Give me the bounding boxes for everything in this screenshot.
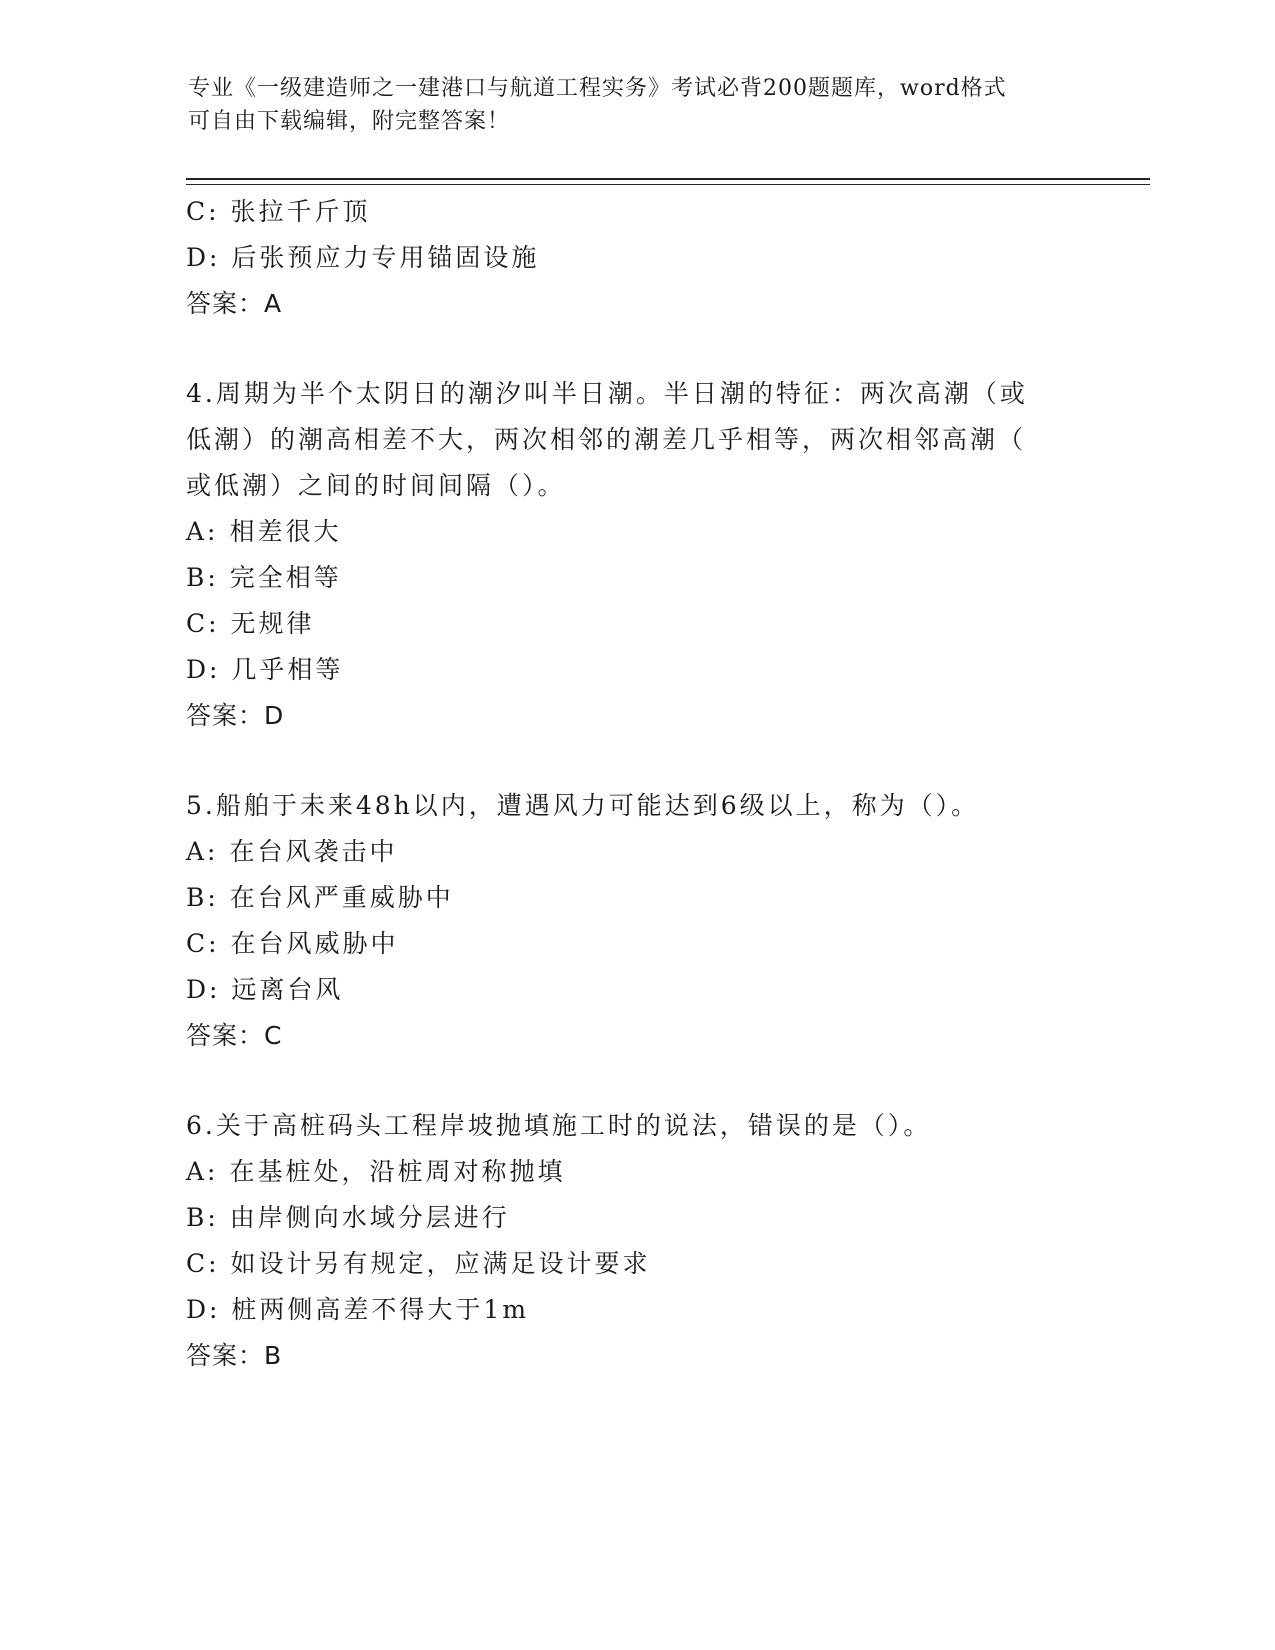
option-d [186, 1287, 1086, 1333]
question-4 [186, 371, 1086, 739]
option-a [186, 509, 1086, 555]
option-a [186, 1149, 1086, 1195]
question-text-line: 或低潮）之间的时间间隔（）。 [186, 471, 566, 500]
question-3-continued [186, 189, 1086, 327]
option-c [186, 189, 1086, 235]
option-key: A: [186, 837, 219, 866]
option-key: B: [186, 1203, 219, 1232]
option-key: A: [186, 1157, 219, 1186]
answer-line: 答案：D [186, 701, 285, 730]
option-text: 由岸侧向水域分层进行 [229, 1203, 510, 1232]
answer-line: 答案：A [186, 289, 283, 318]
question-text-line: 5.船舶于未来48h以内，遭遇风力可能达到6级以上，称为（）。 [186, 791, 980, 820]
document-body [186, 189, 1086, 1379]
option-text: 无规律 [230, 609, 315, 638]
option-d [186, 235, 1086, 281]
header-line-1: 专业《一级建造师之一建港口与航道工程实务》考试必背200题题库，word格式 [188, 76, 1007, 101]
option-d [186, 967, 1086, 1013]
option-key: B: [186, 563, 219, 592]
option-key: C: [186, 929, 220, 958]
question-text-line: 6.关于高桩码头工程岸坡抛填施工时的说法，错误的是（）。 [186, 1111, 932, 1140]
option-key: D: [186, 655, 221, 684]
option-key: B: [186, 883, 219, 912]
option-d [186, 647, 1086, 693]
option-key: C: [186, 1249, 220, 1278]
option-text: 在台风袭击中 [229, 837, 398, 866]
document-header [188, 72, 1088, 138]
question-6 [186, 1103, 1086, 1379]
option-b [186, 875, 1086, 921]
option-text: 在台风威胁中 [230, 929, 399, 958]
option-key: C: [186, 609, 220, 638]
option-text: 后张预应力专用锚固设施 [231, 243, 540, 272]
option-text: 桩两侧高差不得大于1m [231, 1295, 530, 1324]
answer-line: 答案：B [186, 1341, 283, 1370]
option-text: 完全相等 [229, 563, 342, 592]
option-key: A: [186, 517, 219, 546]
question-text-line: 4.周期为半个太阴日的潮汐叫半日潮。半日潮的特征：两次高潮（或 [186, 379, 1028, 408]
option-c [186, 601, 1086, 647]
answer-line: 答案：C [186, 1021, 283, 1050]
option-text: 在台风严重威胁中 [229, 883, 454, 912]
option-text: 在基桩处，沿桩周对称抛填 [229, 1157, 566, 1186]
header-line-2: 可自由下载编辑，附完整答案！ [188, 109, 511, 134]
option-text: 张拉千斤顶 [230, 197, 371, 226]
option-a [186, 829, 1086, 875]
option-key: D: [186, 243, 221, 272]
option-text: 相差很大 [229, 517, 342, 546]
option-c [186, 921, 1086, 967]
question-5 [186, 783, 1086, 1059]
option-key: D: [186, 975, 221, 1004]
header-divider-thin [186, 184, 1150, 185]
option-b [186, 555, 1086, 601]
question-text-line: 低潮）的潮高相差不大，两次相邻的潮差几乎相等，两次相邻高潮（ [186, 425, 1027, 454]
option-text: 远离台风 [231, 975, 344, 1004]
option-text: 几乎相等 [231, 655, 344, 684]
option-key: D: [186, 1295, 221, 1324]
option-key: C: [186, 197, 220, 226]
option-b [186, 1195, 1086, 1241]
option-c [186, 1241, 1086, 1287]
option-text: 如设计另有规定，应满足设计要求 [230, 1249, 651, 1278]
header-divider-thick [186, 178, 1150, 180]
